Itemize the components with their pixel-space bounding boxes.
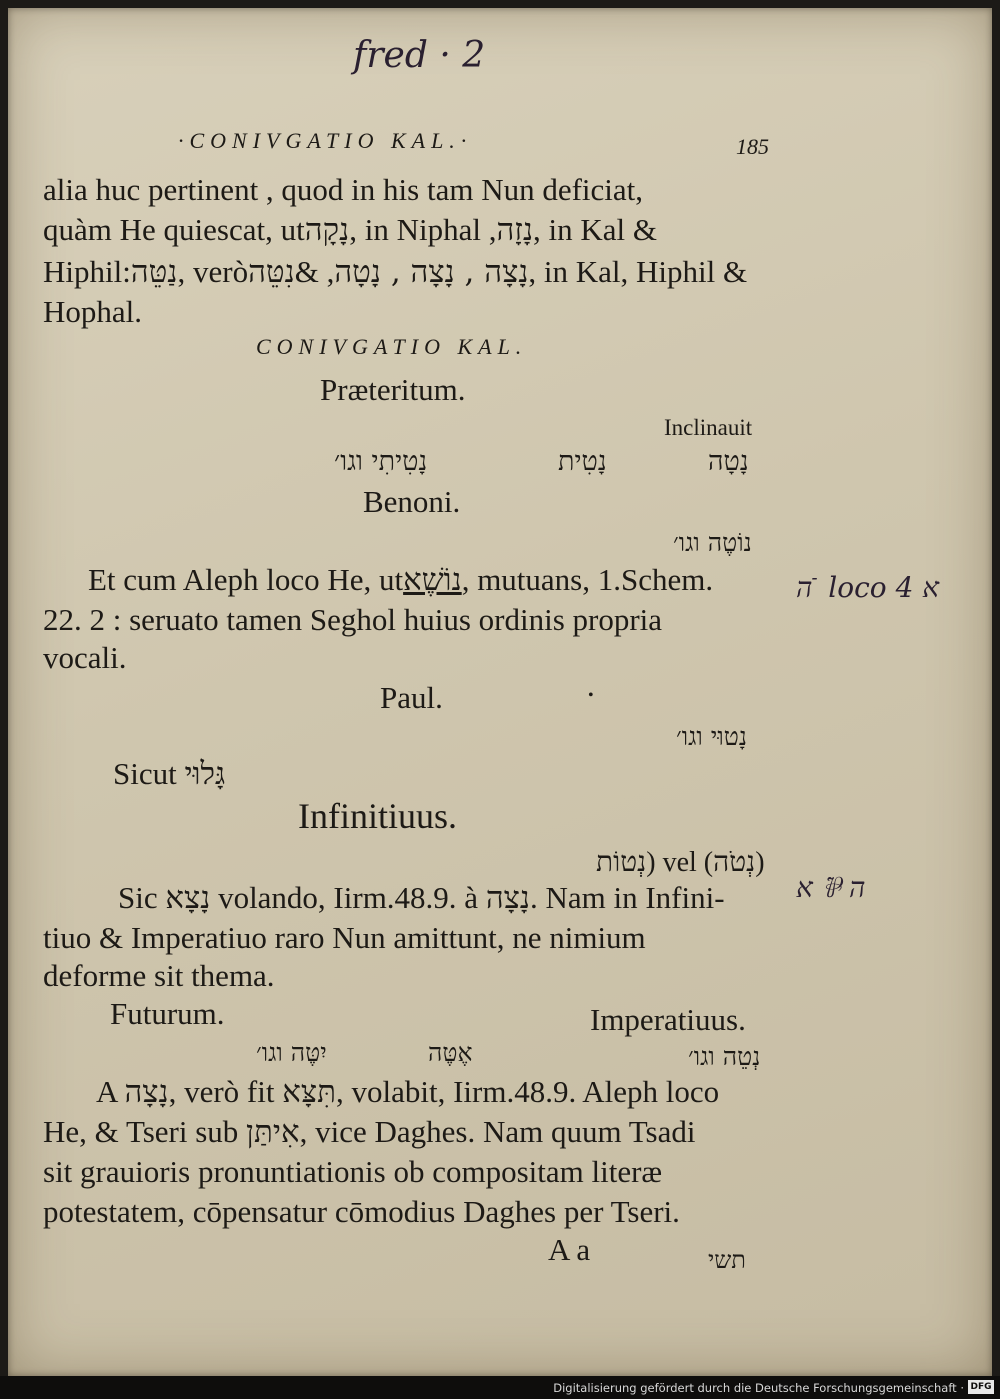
text-line: 22. 2 : seruato tamen Seghol huius ordinis propria: [43, 602, 663, 637]
text-line: Hiphil:נַטֵּה, verò נָצָה , נָצָה , נָטָה, &נִטֵּה , in Kal, Hiphil &: [43, 254, 748, 290]
text-line: Sicut גָּלוּי: [113, 756, 226, 792]
text-line: sit grauioris pronuntiationis ob compositam literæ: [43, 1154, 663, 1189]
text-line: deforme sit thema.: [43, 958, 275, 993]
gloss: Inclinauit: [664, 415, 753, 440]
paradigm-heading: Futurum.: [110, 996, 225, 1031]
hebrew-form: נָטִיתִי וגו׳: [334, 446, 428, 477]
marginal-note: ה ֿ loco א 4: [796, 571, 940, 604]
text-line: He, & Tseri sub אִיתַּן, vice Daghes. Nam quum Tsadi: [43, 1114, 696, 1150]
handwritten-annotation: fred · 2: [353, 35, 486, 76]
paradigm-heading: Imperatiuus.: [590, 1002, 746, 1037]
paradigm-heading: Præteritum.: [320, 372, 466, 407]
text-line: tiuo & Imperatiuo raro Nun amittunt, ne nimium: [43, 920, 646, 955]
marginal-note: ה ⅌ א: [796, 871, 866, 904]
paradigm-heading: Benoni.: [363, 484, 461, 519]
dfg-logo: DFG: [968, 1380, 994, 1394]
paradigm-heading: Infinitiuus.: [298, 796, 457, 836]
running-head: ·CONIVGATIO KAL.·: [178, 128, 473, 153]
hebrew-form: נוֹטֶה וגו׳: [673, 528, 752, 557]
ornament: •: [588, 687, 594, 704]
text-line: Et cum Aleph loco He, utנוֹשֶׁא, mutuans, 1.Schem.: [88, 562, 714, 598]
page-number: 185: [736, 134, 769, 159]
catchword: תשי: [708, 1246, 746, 1274]
hebrew-form: אֶטֶּה: [428, 1038, 473, 1067]
funding-notice: Digitalisierung gefördert durch die Deutsche Forschungsgemeinschaft ·: [553, 1381, 964, 1395]
book-page: [8, 8, 992, 1376]
paradigm-heading: Paul.: [380, 680, 443, 715]
text-line: alia huc pertinent , quod in his tam Nun deficiat,: [43, 172, 644, 207]
hebrew-form: נָטִית: [558, 446, 607, 477]
hebrew-form: נְטֵה וגו׳: [688, 1042, 761, 1071]
hebrew-form: יִטֶּה וגו׳: [256, 1038, 327, 1067]
text-line: Sic נָצָא volando, Iirm.48.9. à נָצָה. Nam in Infini-: [118, 880, 725, 916]
text-line: potestatem, cōpensatur cōmodius Daghes per Tseri.: [43, 1194, 680, 1229]
signature-mark: A a: [548, 1232, 591, 1267]
text-line: vocali.: [43, 640, 127, 675]
text-line: Hophal.: [43, 294, 143, 329]
footer-bar: [0, 1376, 1000, 1399]
text-line: A נָצָה, verò fit תִּצָּא, volabit, Iirm.48.9. Aleph loco: [96, 1074, 720, 1110]
section-heading: CONIVGATIO KAL.: [256, 334, 528, 359]
text-line: quàm He quiescat, utנָקָה, in Niphal ,נָזָה, in Kal &: [43, 212, 658, 248]
hebrew-form: נָטוּי וגו׳: [676, 722, 747, 751]
hebrew-form: נָטָה: [708, 446, 749, 477]
text-line: נְטוֹת) vel (נְטֹה): [596, 845, 765, 878]
